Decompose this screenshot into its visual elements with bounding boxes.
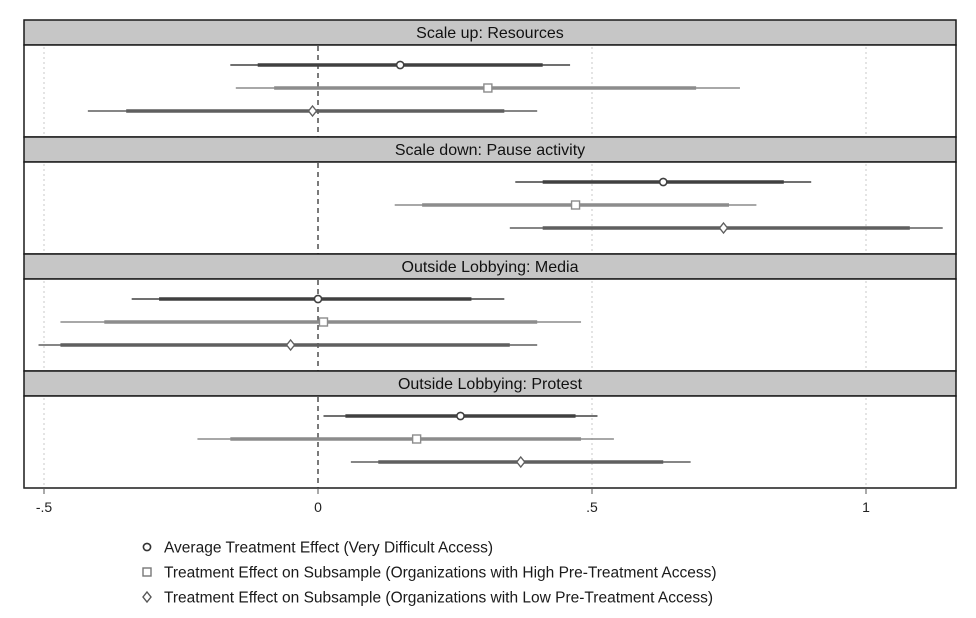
point-estimate-circle xyxy=(457,412,464,419)
legend-label: Treatment Effect on Subsample (Organizations with High Pre-Treatment Access) xyxy=(164,564,717,582)
legend-square-icon xyxy=(143,568,151,576)
x-tick-label: 1 xyxy=(862,499,870,515)
panels-group xyxy=(24,20,956,488)
point-estimate-circle xyxy=(314,295,321,302)
legend-item xyxy=(143,590,713,607)
x-axis xyxy=(24,488,956,515)
point-estimate-square xyxy=(319,318,327,326)
point-estimate-square xyxy=(572,201,580,209)
panel-body xyxy=(24,162,956,254)
x-tick-label: .5 xyxy=(586,499,598,515)
panel xyxy=(24,137,956,254)
point-estimate-square xyxy=(484,84,492,92)
legend-label: Treatment Effect on Subsample (Organizations with Low Pre-Treatment Access) xyxy=(164,589,714,607)
point-estimate-square xyxy=(413,435,421,443)
legend-circle-icon xyxy=(143,543,150,550)
x-tick-label: -.5 xyxy=(35,499,53,515)
panel xyxy=(24,371,956,488)
panel xyxy=(24,20,956,137)
panel-body xyxy=(24,279,956,371)
panel-body xyxy=(24,396,956,488)
x-tick-label: 0 xyxy=(314,499,322,515)
legend-diamond-icon xyxy=(143,592,151,602)
legend-item xyxy=(143,565,717,582)
panel-title: Scale down: Pause activity xyxy=(394,142,586,159)
point-estimate-circle xyxy=(397,61,404,68)
point-estimate-circle xyxy=(660,178,667,185)
legend-label: Average Treatment Effect (Very Difficult Access) xyxy=(164,539,494,557)
panel-title: Outside Lobbying: Protest xyxy=(397,376,583,393)
panel-title: Outside Lobbying: Media xyxy=(401,259,579,276)
legend-item xyxy=(143,540,493,557)
panel xyxy=(24,254,956,371)
panel-title: Scale up: Resources xyxy=(416,25,564,42)
legend xyxy=(143,540,717,607)
